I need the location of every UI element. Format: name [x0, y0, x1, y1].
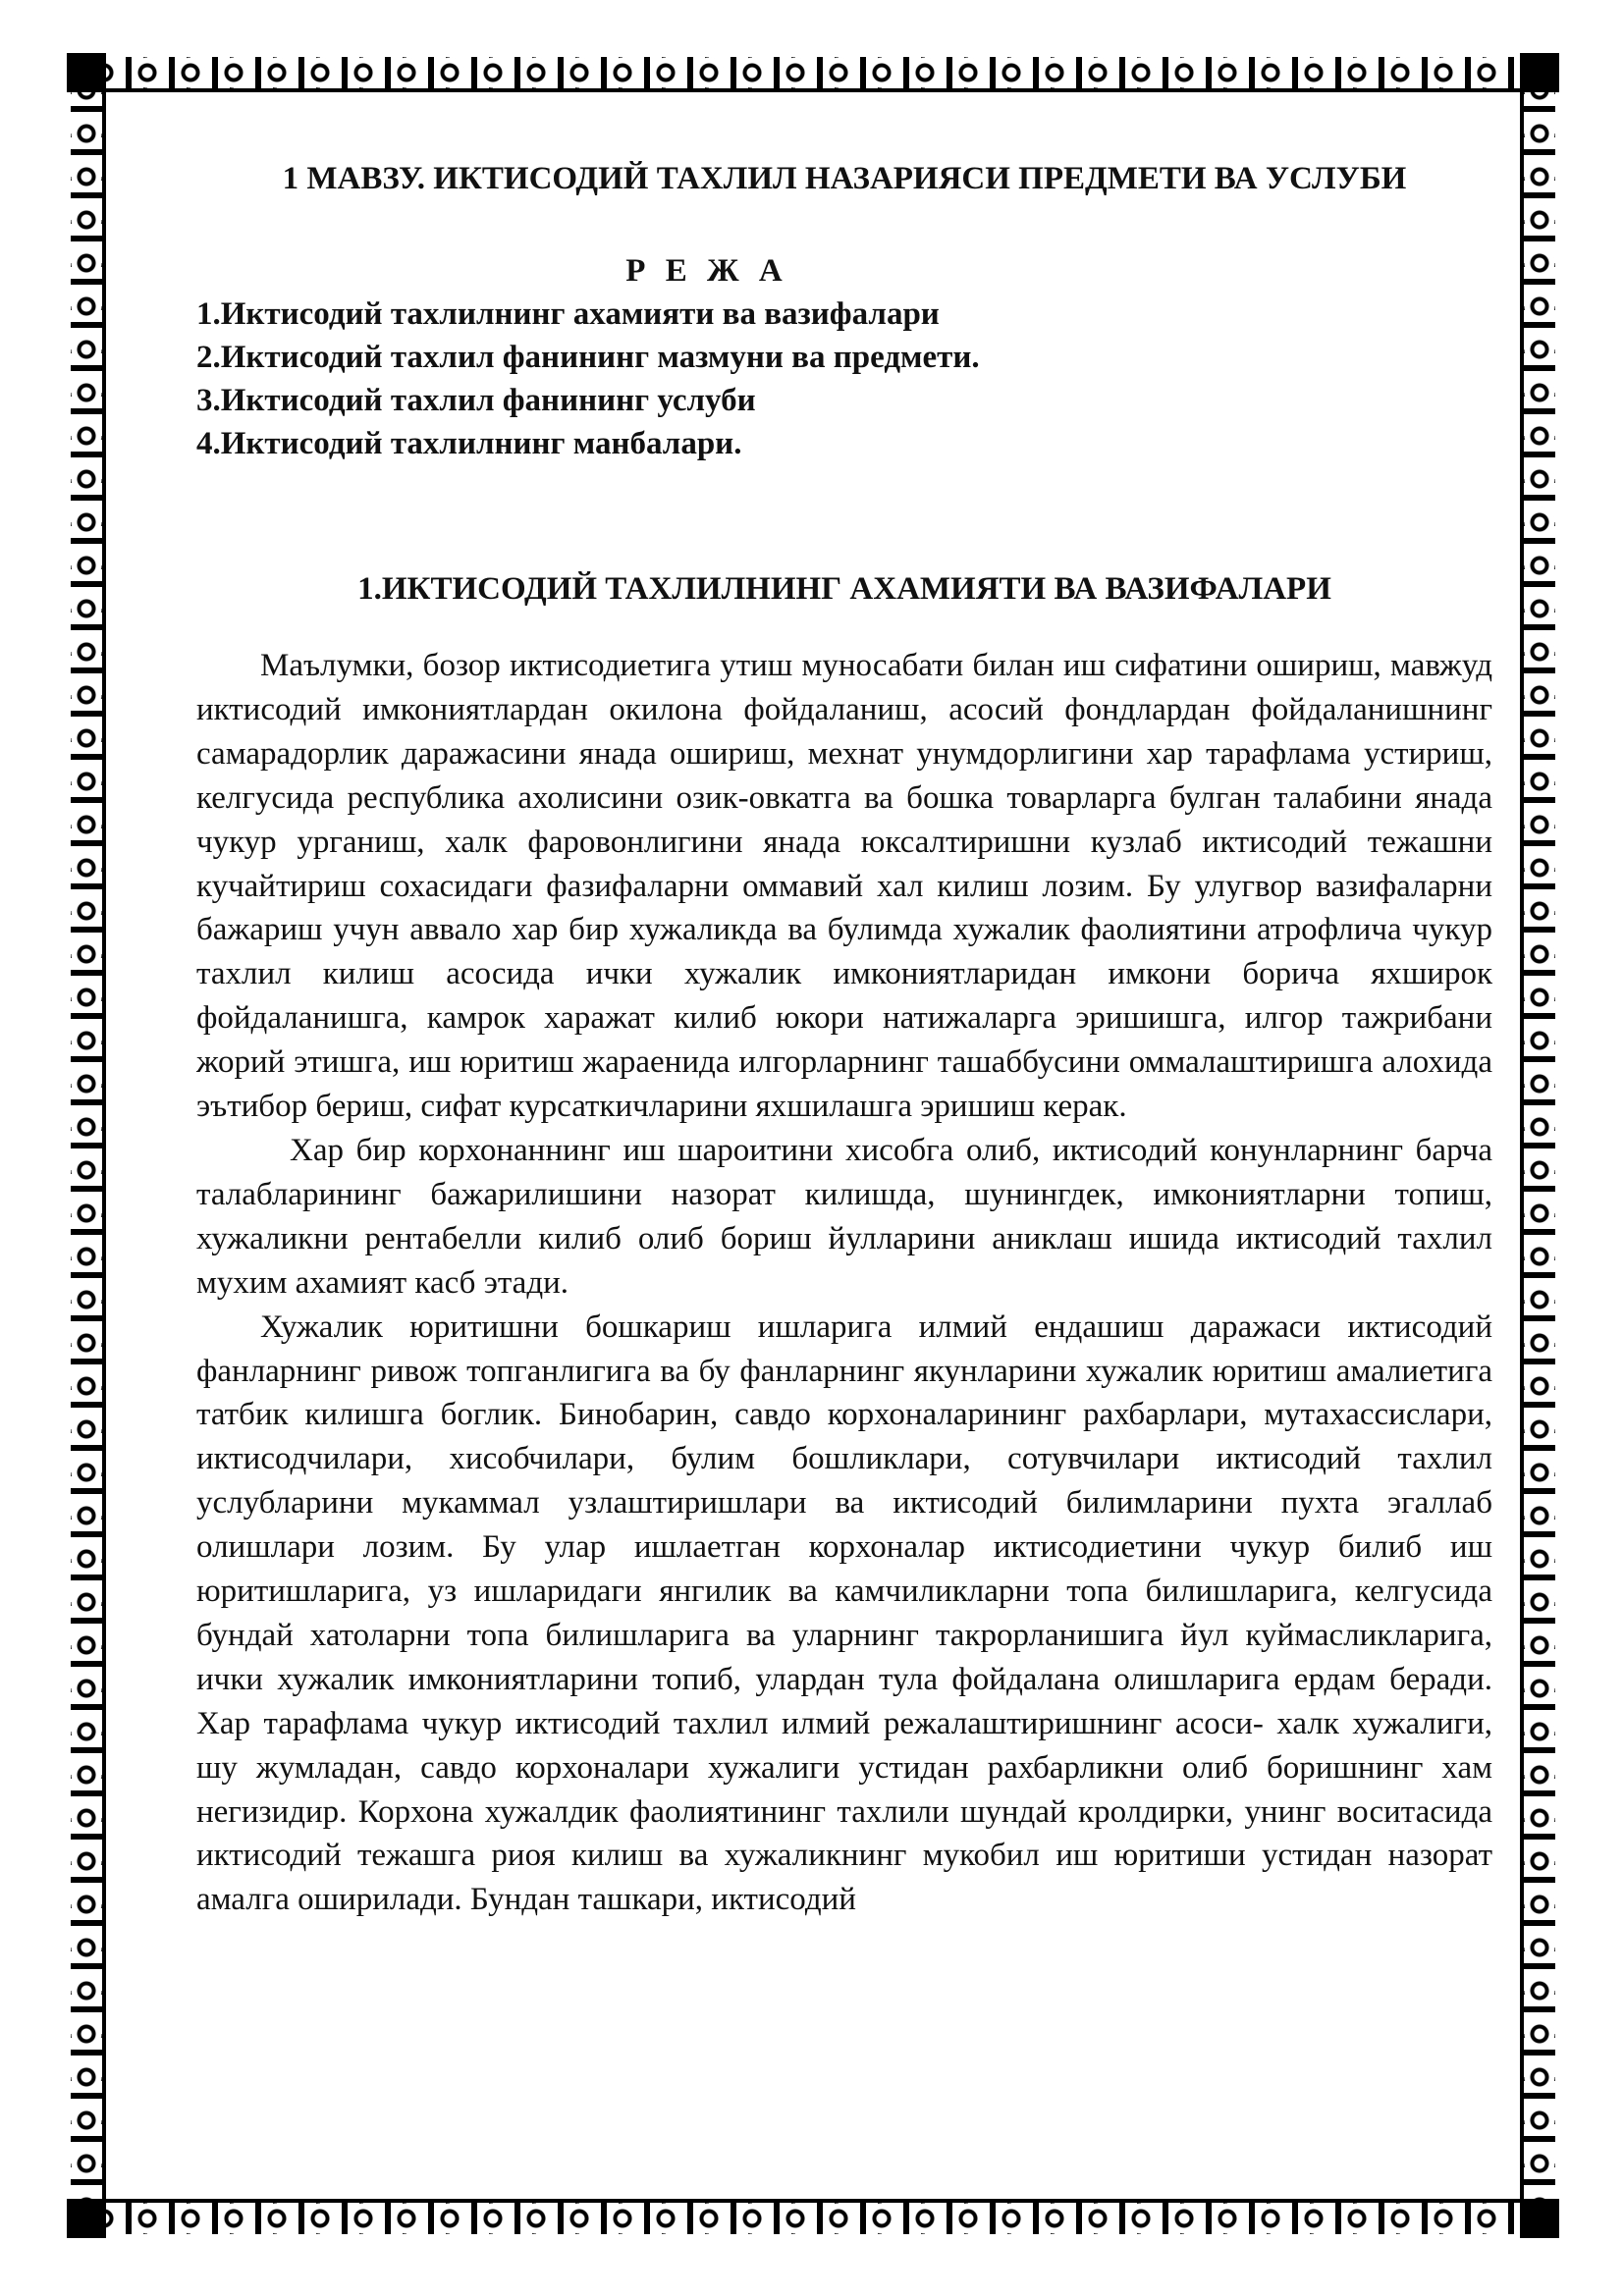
plan-heading: Р Е Ж А — [625, 253, 788, 289]
section-heading: 1.ИКТИСОДИЙ ТАХЛИЛНИНГ АХАМИЯТИ ВА ВАЗИФАЛАРИ — [357, 571, 1331, 607]
body-paragraph: Маълумки, бозор иктисодиетига утиш муносабати билан иш сифатини ошириш, мавжуд иктисодий имкониятлардан окилона фойдаланиш, асосий фондлардан фойдаланишнинг самарадорлик даражасини янада ошириш, мехнат унумдорлигини хар тарафлама устириш, келгусида республика ахолисини озик-овкатга ва бошка товарларга булган талабини янада чукур урганиш, халк фаровонлигини янада юксалтиришни кузлаб иктисодий тежашни кучайтириш сохасидаги фазифаларни оммавий хал килиш лозим. Бу улугвор вазифаларни бажариш учун аввало хар бир хужаликда ва булимда хужалик фаолиятини атрофлича чукур тахлил килиш асосида ички хужалик имкониятларидан имкони борича яхширок фойдаланишга, камрок харажат килиб юкори натижаларга эришишга, илгор тажрибани жорий этишга, иш юритиш жараенида илгорларнинг ташаббусини оммалаштиришга алохида эътибор бериш, сифат курсаткичларини яхшилашга эришиш керак. — [196, 648, 1492, 1125]
document-body — [196, 157, 1492, 1922]
border-corner-top-right — [1520, 53, 1559, 92]
border-corner-top-left — [67, 53, 106, 92]
plan-item: 4.Иктисодий тахлилнинг манбалари. — [196, 426, 742, 461]
border-ornament-left — [71, 69, 102, 2222]
plan-item: 2.Иктисодий тахлил фанининг мазмуни ва предмети. — [196, 340, 980, 375]
body-paragraph: Хар бир корхонаннинг иш шароитини хисобга олиб, иктисодий конунларнинг барча талабларининг бажарилишини назорат килишда, шунингдек, имкониятларни топиш, хужаликни рентабелли килиб олиб бориш йулларини аниклаш ишида иктисодий тахлил мухим ахамият касб этади. — [196, 1132, 1492, 1301]
plan-list — [196, 293, 1492, 465]
document-title: 1 МАВЗУ. ИКТИСОДИЙ ТАХЛИЛ НАЗАРИЯСИ ПРЕДМЕТИ ВА УСЛУБИ — [282, 161, 1407, 196]
plan-item: 1.Иктисодий тахлилнинг ахамияти ва вазифалари — [196, 296, 940, 332]
border-corner-bottom-left — [67, 2199, 106, 2238]
border-ornament-top — [82, 57, 1543, 88]
border-ornament-right — [1524, 69, 1555, 2222]
border-ornament-bottom — [82, 2203, 1543, 2234]
body-paragraph: Хужалик юритишни бошкариш ишларига илмий ендашиш даражаси иктисодий фанларнинг ривож топганлигига ва бу фанларнинг якунларини хужалик юритиш амалиетига татбик килишга боглик. Бинобарин, савдо корхоналарининг рахбарлари, мутахассислари, иктисодчилари, хисобчилари, булим бошликлари, сотувчилари иктисодий тахлил услубларини мукаммал узлаштиришлари ва иктисодий билимларини пухта эгаллаб олишлари лозим. Бу улар ишлаетган корхоналар иктисодиетини чукур билиб иш юритишларига, уз ишларидаги янгилик ва камчиликларни топа билишларига, келгусида бундай хатоларни топа билишларига ва уларнинг такрорланишига йул куймасликларига, ички хужалик имкониятларини топиб, улардан тула фойдалана олишларига ердам беради. Хар тарафлама чукур иктисодий тахлил илмий режалаштиришнинг асоси- халк хужалиги, шу жумладан, савдо корхоналари хужалиги устидан рахбарликни олиб боришнинг хам негизидир. Корхона хужалдик фаолиятининг тахлили шундай кролдирки, унинг воситасида иктисодий тежашга риоя килиш ва хужаликнинг мукобил иш юритиши устидан назорат амалга оширилади. Бундан ташкари, иктисодий — [196, 1308, 1492, 1918]
plan-item: 3.Иктисодий тахлил фанининг услуби — [196, 383, 756, 418]
border-corner-bottom-right — [1520, 2199, 1559, 2238]
